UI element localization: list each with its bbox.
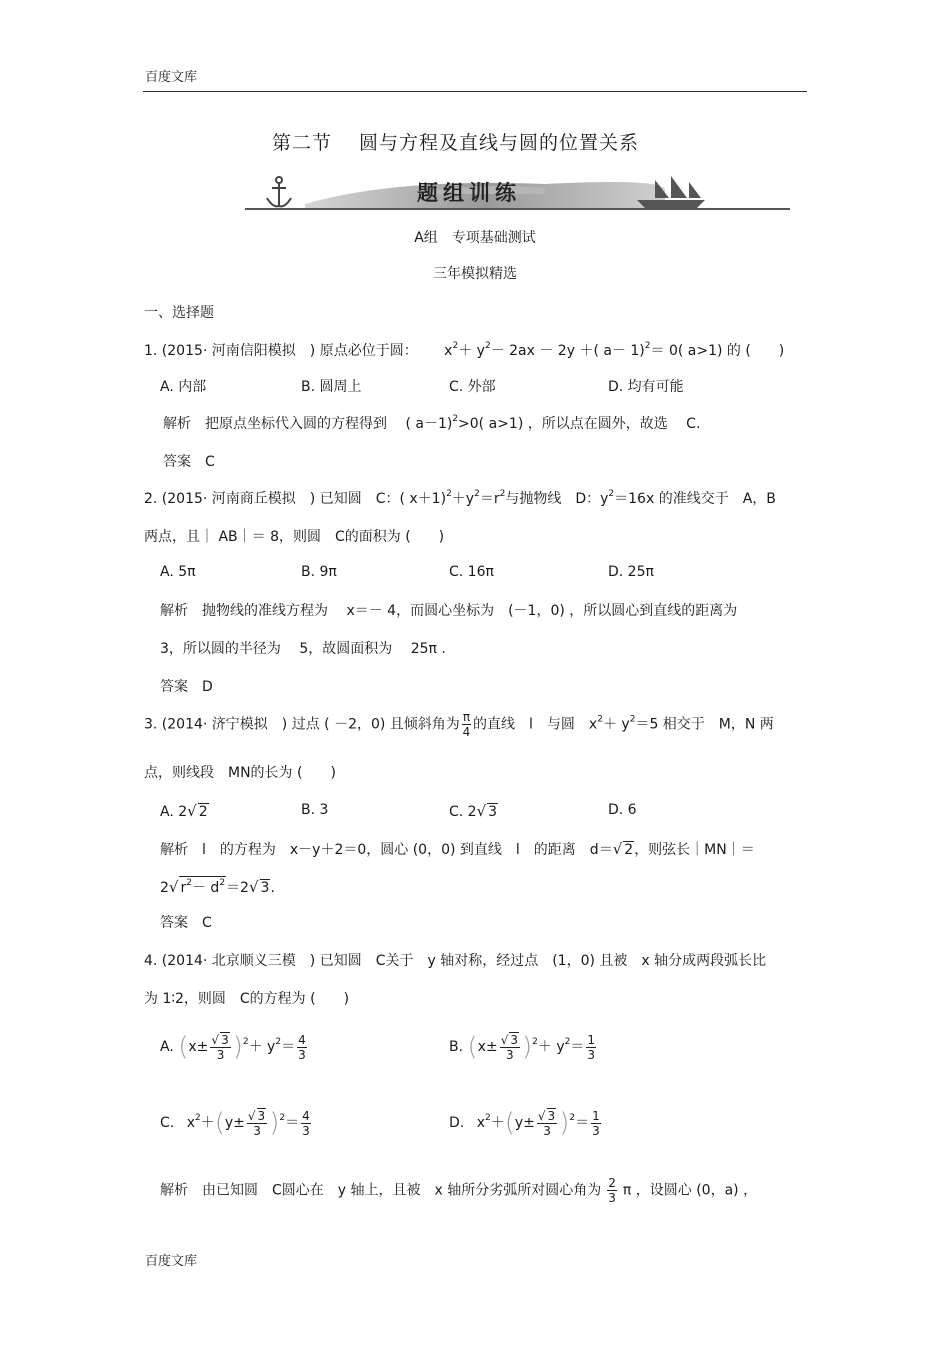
sqrt-icon: √: [247, 1109, 256, 1123]
q2-option-d: D. 25π: [608, 564, 654, 580]
exponent: 2: [484, 341, 491, 351]
variable: y±: [514, 1115, 535, 1131]
q1-answer: 答案 C: [163, 454, 215, 470]
q4-analysis-part: 解析 由已知圆 C圆心在 y 轴上，且被 x 轴所分劣弧所对圆心角为: [160, 1182, 602, 1199]
q2-stem-part: 与抛物线 D：y: [505, 491, 609, 507]
fraction-sqrt3-over-3: [500, 1032, 520, 1062]
exponent: 2: [279, 1113, 286, 1123]
q4-option-a: [160, 1032, 309, 1062]
fraction-denominator: 3: [543, 1124, 551, 1138]
q1-stem-part: ＝ 0( a>1) 的 ( ): [650, 343, 785, 359]
fraction-numerator: [210, 1032, 230, 1048]
question-3-stem: [144, 710, 774, 739]
section-title: 第二节 圆与方程及直线与圆的位置关系: [272, 132, 640, 154]
fraction-denominator: 3: [298, 1047, 306, 1062]
fraction-denominator: 3: [592, 1123, 600, 1138]
variable: y±: [224, 1115, 245, 1131]
q2-analysis-line2: 3，所以圆的半径为 5，故圆面积为 25π .: [160, 641, 446, 657]
q1-analysis: [163, 413, 700, 433]
question-4-stem-line2: 为 1∶2，则圆 C的方程为 ( ): [144, 991, 350, 1007]
right-paren: ): [559, 1108, 570, 1138]
q2-answer: 答案 D: [160, 679, 213, 695]
equals: ＝: [570, 1039, 585, 1055]
exponent: 2: [597, 714, 603, 725]
fraction-4-over-3: [301, 1109, 311, 1138]
fraction-denominator: 3: [302, 1123, 310, 1138]
radicand-part: r: [180, 880, 187, 896]
question-4-stem-line1: 4. (2014· 北京顺义三模 ) 已知圆 C关于 y 轴对称，经过点 (1，0) 且被 x 轴分成两段弧长比: [144, 953, 767, 969]
q3-analysis-part: ，则弦长｜MN｜＝: [634, 842, 755, 858]
q3-option-d: D. 6: [608, 802, 637, 818]
exponent: 2: [219, 878, 226, 888]
page-header: 百度文库: [145, 70, 198, 85]
exponent: 2: [644, 341, 651, 351]
fraction-numerator: 2: [608, 1176, 616, 1190]
q2-analysis-line1: 解析 抛物线的准线方程为 x＝－ 4，而圆心坐标为 (－1，0) ，所以圆心到直线的距离为: [160, 603, 738, 619]
q3-stem-part: 的直线 l 与圆 x: [473, 716, 598, 733]
fraction-2-over-3: [607, 1176, 617, 1205]
plus: ＋: [200, 1115, 215, 1131]
radicand: 3: [221, 1033, 229, 1047]
exponent: 2: [499, 489, 506, 499]
fraction-numerator: π: [462, 710, 471, 724]
q3-analysis-part: .: [270, 880, 275, 896]
fraction-numerator: [500, 1032, 520, 1048]
fraction-numerator: 1: [592, 1108, 600, 1123]
term: ＋ y: [537, 1039, 565, 1055]
radicand: 2: [198, 804, 208, 820]
fraction-4-over-3: [297, 1033, 307, 1062]
q4-analysis: [160, 1176, 757, 1205]
q4-option-b: [449, 1032, 598, 1062]
q3-analysis-part: ＝2: [226, 880, 249, 896]
fraction-1-over-3: [586, 1033, 596, 1062]
sqrt-icon: √: [168, 878, 179, 896]
q2-stem-part: ＝16x 的准线交于 A，B: [614, 491, 776, 507]
left-paren: (: [504, 1108, 515, 1138]
variable: x±: [188, 1039, 209, 1055]
q3-stem-part: ＝5 相交于 M，N 两: [635, 716, 774, 733]
banner: [245, 174, 790, 214]
fraction-numerator: 4: [298, 1032, 306, 1047]
q1-analysis-part: 解析 把原点坐标代入圆的方程得到 ( a－1): [163, 416, 453, 432]
q1-option-b: B. 圆周上: [301, 379, 362, 395]
q1-option-c: C. 外部: [449, 379, 496, 395]
fraction-numerator: 1: [587, 1032, 595, 1047]
q3-analysis-line1: [160, 839, 755, 859]
question-2-stem: [144, 488, 776, 508]
radicand: 3: [260, 880, 270, 896]
q3-option-b: B. 3: [301, 802, 329, 818]
question-1-stem: [144, 340, 784, 360]
q2-option-c: C. 16π: [449, 564, 494, 580]
fraction-denominator: 3: [587, 1047, 595, 1062]
fraction-denominator: 3: [253, 1124, 261, 1138]
q1-stem-part: － 2ax － 2y ＋( a－ 1): [490, 343, 645, 359]
equals: ＝: [575, 1115, 590, 1131]
option-label: C.: [160, 1115, 175, 1131]
right-paren: ): [269, 1108, 280, 1138]
exponent: 2: [629, 714, 636, 725]
fraction-sqrt3-over-3: [210, 1032, 230, 1062]
right-paren: ): [521, 1032, 533, 1062]
fraction-1-over-3: [591, 1109, 601, 1138]
sqrt-icon: √: [476, 802, 487, 820]
variable: x: [186, 1115, 195, 1131]
fraction-denominator: 3: [608, 1191, 616, 1205]
radicand: 3: [257, 1109, 266, 1123]
radicand: 3: [510, 1033, 518, 1047]
option-label: D.: [449, 1115, 465, 1131]
equals: ＝: [281, 1039, 296, 1055]
left-paren: (: [467, 1032, 478, 1062]
q2-stem-part: ＝r: [479, 491, 500, 507]
radicand-part: － d: [191, 880, 220, 896]
radicand: 3: [547, 1109, 556, 1123]
sqrt-icon: √: [537, 1109, 546, 1123]
sqrt-icon: √: [187, 802, 197, 820]
question-2-stem-line2: 两点，且｜ AB｜＝ 8，则圆 C的面积为 ( ): [144, 529, 445, 545]
fraction-sqrt3-over-3: [537, 1108, 557, 1138]
fraction-denominator: 3: [216, 1048, 225, 1062]
q3-answer: 答案 C: [160, 915, 212, 931]
q1-stem-part: x: [444, 343, 453, 359]
equals: ＝: [285, 1115, 300, 1131]
q2-option-b: B. 9π: [301, 564, 337, 580]
exponent: 2: [484, 1113, 491, 1123]
exponent: 2: [452, 414, 459, 424]
sqrt-icon: √: [248, 878, 259, 896]
exponent: 2: [569, 1113, 576, 1123]
sqrt-icon: √: [612, 840, 623, 858]
q3-analysis-part: 解析 l 的方程为 x－y＋2＝0，圆心 (0，0) 到直线 l 的距离 d＝: [160, 842, 613, 858]
radicand: 3: [488, 804, 498, 820]
subgroup-heading: 三年模拟精选: [433, 266, 517, 282]
q3-analysis-part: 2: [160, 880, 169, 896]
fraction-sqrt3-over-3: [247, 1108, 267, 1138]
exponent: 2: [275, 1037, 282, 1047]
exponent: 2: [242, 1037, 249, 1047]
option-text: C. 2: [449, 804, 477, 820]
q3-stem-part: 3. (2014· 济宁模拟 ) 过点 ( －2，0) 且倾斜角为: [144, 716, 460, 733]
q4-option-c: [160, 1108, 313, 1138]
right-paren: ): [232, 1032, 243, 1062]
question-3-stem-line2: 点，则线段 MN的长为 ( ): [144, 765, 336, 781]
variable: x±: [477, 1039, 498, 1055]
plus: ＋: [490, 1115, 505, 1131]
fraction-numerator: 4: [302, 1108, 310, 1123]
q3-stem-part: ＋ y: [602, 716, 630, 733]
fraction-numerator: [537, 1108, 557, 1124]
q3-option-a: [160, 802, 209, 820]
q3-analysis-line2: [160, 876, 275, 897]
section-heading: 一、选择题: [144, 305, 214, 321]
radicand: 2: [624, 842, 634, 858]
option-text: A. 2: [160, 804, 188, 820]
exponent: 2: [446, 489, 452, 499]
radicand: [179, 876, 226, 897]
exponent: 2: [564, 1037, 571, 1047]
q2-stem-part: ＋y: [451, 491, 475, 507]
fraction-pi-over-4: [462, 710, 471, 739]
option-label: A.: [160, 1039, 174, 1055]
exponent: 2: [194, 1113, 201, 1123]
q2-option-a: A. 5π: [160, 564, 196, 580]
exponent: 2: [452, 341, 459, 351]
fraction-denominator: 4: [462, 725, 471, 739]
q1-stem-part: ＋ y: [458, 343, 485, 359]
fraction-numerator: [247, 1108, 267, 1124]
banner-label: 题组训练: [417, 181, 521, 205]
option-label: B.: [449, 1039, 464, 1055]
exponent: 2: [474, 489, 480, 499]
q3-option-c: [449, 802, 498, 820]
exponent: 2: [186, 878, 192, 888]
sqrt-icon: √: [211, 1033, 220, 1047]
header-rule: [143, 91, 807, 92]
left-paren: (: [214, 1108, 225, 1138]
anchor-icon: [267, 177, 291, 206]
q1-option-d: D. 均有可能: [608, 379, 684, 395]
q1-analysis-part: >0( a>1) ，所以点在圆外，故选 C.: [458, 416, 701, 432]
q4-analysis-part: π ，设圆心 (0，a) ，: [622, 1182, 758, 1199]
exponent: 2: [532, 1037, 538, 1047]
q1-stem-part: 1. (2015· 河南信阳模拟 ) 原点必位于圆：: [144, 343, 418, 359]
q2-stem-part: 2. (2015· 河南商丘模拟 ) 已知圆 C：( x＋1): [144, 491, 447, 507]
q4-option-d: [449, 1108, 603, 1138]
q1-option-a: A. 内部: [160, 379, 207, 395]
term: ＋ y: [248, 1039, 276, 1055]
variable: x: [476, 1115, 485, 1131]
fraction-denominator: 3: [506, 1048, 514, 1062]
group-heading: A组 专项基础测试: [414, 230, 536, 246]
left-paren: (: [178, 1032, 189, 1062]
exponent: 2: [608, 489, 615, 499]
page-footer: 百度文库: [145, 1254, 198, 1269]
sqrt-icon: √: [500, 1033, 509, 1047]
